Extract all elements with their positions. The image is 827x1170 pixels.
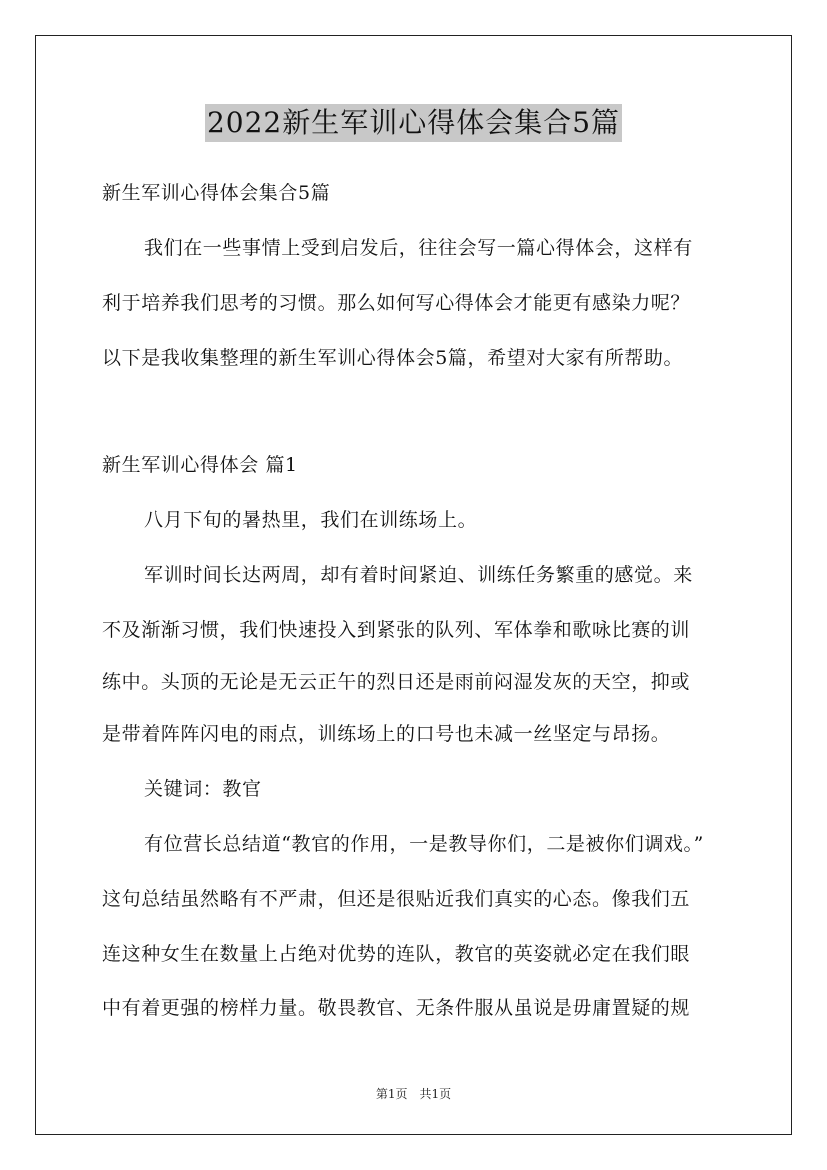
document-subtitle: 新生军训心得体会集合5篇 <box>102 182 331 204</box>
body-line: 军训时间长达两周，却有着时间紧迫、训练任务繁重的感觉。来 <box>144 564 693 586</box>
body-line: 练中。头顶的无论是无云正午的烈日还是雨前闷湿发灰的天空，抑或 <box>102 671 691 693</box>
document-title: 2022新生军训心得体会集合5篇 <box>205 104 622 142</box>
section-heading: 新生军训心得体会 篇1 <box>102 454 298 476</box>
body-line: 不及渐渐习惯，我们快速投入到紧张的队列、军体拳和歌咏比赛的训 <box>102 619 691 641</box>
body-line: 八月下旬的暑热里，我们在训练场上。 <box>144 509 478 531</box>
body-line: 连这种女生在数量上占绝对优势的连队，教官的英姿就必定在我们眼 <box>102 943 691 965</box>
body-line: 有位营长总结道“教官的作用，一是教导你们，二是被你们调戏。” <box>144 833 704 855</box>
intro-line: 利于培养我们思考的习惯。那么如何写心得体会才能更有感染力呢？ <box>102 292 691 314</box>
intro-line: 我们在一些事情上受到启发后，往往会写一篇心得体会，这样有 <box>144 237 693 259</box>
intro-line: 以下是我收集整理的新生军训心得体会5篇，希望对大家有所帮助。 <box>102 347 684 369</box>
keyword-line: 关键词：教官 <box>144 778 262 800</box>
body-line: 这句总结虽然略有不严肃，但还是很贴近我们真实的心态。像我们五 <box>102 888 691 910</box>
title-container <box>0 104 827 142</box>
body-line: 是带着阵阵闪电的雨点，训练场上的口号也未减一丝坚定与昂扬。 <box>102 723 671 745</box>
body-line: 中有着更强的榜样力量。敬畏教官、无条件服从虽说是毋庸置疑的规 <box>102 997 691 1019</box>
page-footer: 第1页 共1页 <box>375 1087 452 1101</box>
